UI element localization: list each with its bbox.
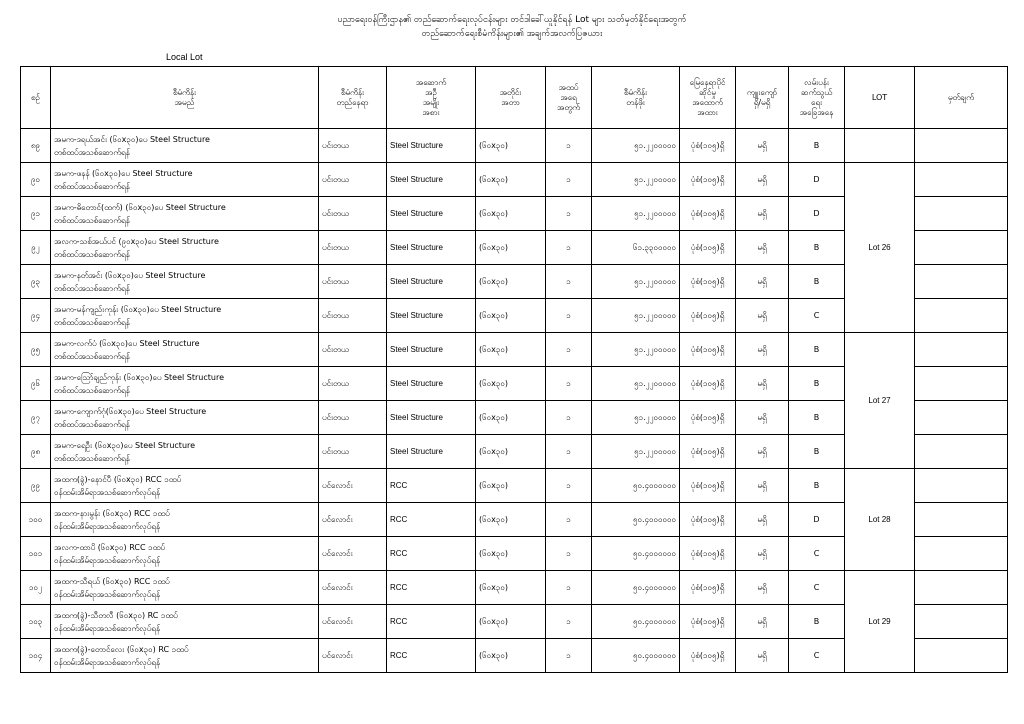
remarks-cell [915, 197, 1008, 231]
project-name [51, 571, 319, 605]
floor-count: ၁ [546, 639, 592, 673]
road-access-grade: B [789, 231, 845, 265]
project-name-line-2: တစ်ထပ်အသစ်ဆောက်ရန် [54, 283, 130, 293]
road-access-grade: B [789, 129, 845, 163]
remarks-cell [915, 163, 1008, 197]
lot-label: Lot 26 [845, 163, 915, 333]
road-access-grade: D [789, 197, 845, 231]
project-name-line-1: အမက-ဓိတောင်(ထက်) (၆၀x၃၀)ပေ Steel Structure [54, 202, 226, 212]
floor-count: ၁ [546, 469, 592, 503]
row-number: ၉၅ [21, 333, 51, 367]
land-ownership: ပုံစံ(၁၀၅)ရှိ [680, 299, 736, 333]
floor-count: ၁ [546, 163, 592, 197]
project-location: ပင်းတယ [319, 197, 387, 231]
dimension: (၆၀x၃၀) [476, 503, 546, 537]
dimension: (၆၀x၃၀) [476, 231, 546, 265]
project-name [51, 231, 319, 265]
road-access-grade: D [789, 503, 845, 537]
road-access-grade: B [789, 469, 845, 503]
dimension: (၆၀x၃၀) [476, 163, 546, 197]
table-header-row [21, 67, 1008, 129]
land-ownership: ပုံစံ(၁၀၅)ရှိ [680, 163, 736, 197]
building-type: Steel Structure [387, 163, 476, 197]
dimension: (၆၀x၃၀) [476, 265, 546, 299]
header-col-lot: LOT [845, 67, 915, 129]
road-access-grade: B [789, 265, 845, 299]
project-name-line-1: အလက-ထာပိ (၆၀x၃၀) RCC ၁ထပ် [54, 542, 165, 552]
encroachment: မရှိ [736, 129, 789, 163]
project-name-line-2: ဝန်ထမ်းအိမ်ရာအသစ်ဆောက်လုပ်ရန် [54, 589, 161, 599]
road-access-grade: B [789, 367, 845, 401]
project-name [51, 503, 319, 537]
row-number: ၉၁ [21, 197, 51, 231]
floor-count: ၁ [546, 231, 592, 265]
encroachment: မရှိ [736, 605, 789, 639]
building-type: Steel Structure [387, 231, 476, 265]
floor-count: ၁ [546, 367, 592, 401]
header-col-encroachment: ကျူးကျော် ရှိ/မရှိ [736, 67, 789, 129]
encroachment: မရှိ [736, 469, 789, 503]
remarks-cell [915, 231, 1008, 265]
row-number: ၁၀၂ [21, 571, 51, 605]
project-name [51, 197, 319, 231]
encroachment: မရှိ [736, 435, 789, 469]
project-value: ၅၁.၂၂၀၀၀၀၀ [592, 333, 680, 367]
floor-count: ၁ [546, 299, 592, 333]
project-location: ပင်းတယ [319, 367, 387, 401]
floor-count: ၁ [546, 537, 592, 571]
dimension: (၆၀x၃၀) [476, 367, 546, 401]
encroachment: မရှိ [736, 197, 789, 231]
floor-count: ၁ [546, 129, 592, 163]
project-name-line-1: အထက(ခွဲ)-သီတလီ (၆၀x၃၀) RC ၁ထပ် [54, 610, 178, 620]
floor-count: ၁ [546, 435, 592, 469]
building-type: RCC [387, 639, 476, 673]
remarks-cell [915, 401, 1008, 435]
building-type: Steel Structure [387, 265, 476, 299]
land-ownership: ပုံစံ(၁၀၅)ရှိ [680, 503, 736, 537]
table-row [21, 163, 1008, 197]
lot-label: Lot 27 [845, 333, 915, 469]
row-number: ၉၉ [21, 469, 51, 503]
project-location: ပင်းတယ [319, 163, 387, 197]
remarks-cell [915, 129, 1008, 163]
project-location: ပင်လောင်း [319, 469, 387, 503]
project-name-line-1: အမက-သြော်ချည်ကုန်း (၆၀x၃၀)ပေ Steel Structure [54, 372, 225, 382]
project-name-line-1: အလက-သစ်အယ်ပင် (၉၀x၃၀)ပေ Steel Structure [54, 236, 219, 246]
project-name [51, 401, 319, 435]
land-ownership: ပုံစံ(၁၀၅)ရှိ [680, 571, 736, 605]
dimension: (၆၀x၃၀) [476, 571, 546, 605]
project-name-line-1: အထက-သီရယ် (၆၀x၃၀) RCC ၁ထပ် [54, 576, 170, 586]
building-type: RCC [387, 605, 476, 639]
header-col-project-value: စီမံကိန်း တန်ဖိုး [592, 67, 680, 129]
encroachment: မရှိ [736, 639, 789, 673]
remarks-cell [915, 435, 1008, 469]
project-name [51, 299, 319, 333]
encroachment: မရှိ [736, 333, 789, 367]
row-number: ၉၂ [21, 231, 51, 265]
encroachment: မရှိ [736, 401, 789, 435]
project-name-line-2: တစ်ထပ်အသစ်ဆောက်ရန် [54, 419, 130, 429]
row-number: ၁၀၀ [21, 503, 51, 537]
land-ownership: ပုံစံ(၁၀၅)ရှိ [680, 469, 736, 503]
project-name [51, 333, 319, 367]
building-type: Steel Structure [387, 401, 476, 435]
road-access-grade: C [789, 537, 845, 571]
project-name [51, 163, 319, 197]
project-name-line-2: တစ်ထပ်အသစ်ဆောက်ရန် [54, 351, 130, 361]
project-name-line-2: တစ်ထပ်အသစ်ဆောက်ရန် [54, 385, 130, 395]
project-value: ၅၀.၄၀၀၀၀၀၀ [592, 571, 680, 605]
land-ownership: ပုံစံ(၁၀၅)ရှိ [680, 129, 736, 163]
local-lot-label: Local Lot [166, 52, 203, 62]
building-type: Steel Structure [387, 299, 476, 333]
project-name [51, 265, 319, 299]
floor-count: ၁ [546, 605, 592, 639]
project-value: ၅၁.၂၂၀၀၀၀၀ [592, 129, 680, 163]
document-title-line-2: တည်ဆောက်ရေးစီမံကိန်းများ၏ အချက်အလက်ပြဇယား [421, 29, 603, 39]
building-type: Steel Structure [387, 197, 476, 231]
header-col-location: စီမံကိန်း တည်နေရာ [319, 67, 387, 129]
project-name-line-2: ဝန်ထမ်းအိမ်ရာအသစ်ဆောက်လုပ်ရန် [54, 623, 161, 633]
table-row [21, 333, 1008, 367]
project-name [51, 469, 319, 503]
project-name [51, 129, 319, 163]
project-location: ပင်းတယ [319, 333, 387, 367]
encroachment: မရှိ [736, 537, 789, 571]
land-ownership: ပုံစံ(၁၀၅)ရှိ [680, 435, 736, 469]
land-ownership: ပုံစံ(၁၀၅)ရှိ [680, 231, 736, 265]
building-type: RCC [387, 571, 476, 605]
project-name [51, 639, 319, 673]
project-name-line-2: တစ်ထပ်အသစ်ဆောက်ရန် [54, 317, 130, 327]
encroachment: မရှိ [736, 299, 789, 333]
project-name-line-2: ဝန်ထမ်းအိမ်ရာအသစ်ဆောက်လုပ်ရန် [54, 521, 161, 531]
project-name-line-2: တစ်ထပ်အသစ်ဆောက်ရန် [54, 215, 130, 225]
table-row [21, 129, 1008, 163]
header-col-dimension: အတိုင်း အတာ [476, 67, 546, 129]
project-name [51, 605, 319, 639]
project-value: ၅၁.၂၂၀၀၀၀၀ [592, 367, 680, 401]
project-table [20, 66, 1008, 673]
project-name-line-2: ဝန်ထမ်းအိမ်ရာအသစ်ဆောက်လုပ်ရန် [54, 555, 161, 565]
building-type: RCC [387, 469, 476, 503]
land-ownership: ပုံစံ(၁၀၅)ရှိ [680, 605, 736, 639]
road-access-grade: B [789, 401, 845, 435]
remarks-cell [915, 639, 1008, 673]
project-value: ၅၁.၂၂၀၀၀၀၀ [592, 265, 680, 299]
row-number: ၉၆ [21, 367, 51, 401]
encroachment: မရှိ [736, 231, 789, 265]
row-number: ၉၇ [21, 401, 51, 435]
project-name-line-1: အမက-နတ်အင်း (၆၀x၃၀)ပေ Steel Structure [54, 270, 206, 280]
building-type: Steel Structure [387, 129, 476, 163]
road-access-grade: C [789, 639, 845, 673]
project-location: ပင်လောင်း [319, 503, 387, 537]
dimension: (၆၀x၃၀) [476, 333, 546, 367]
project-location: ပင်းတယ [319, 435, 387, 469]
project-name-line-1: အထက(ခွဲ)-နောင်ပီ (၆၀x၃၀) RCC ၁ထပ် [54, 474, 182, 484]
project-value: ၅၀.၄၀၀၀၀၀၀ [592, 537, 680, 571]
encroachment: မရှိ [736, 367, 789, 401]
project-name-line-1: အမက-ကျောက်ဂုံ(၆၀x၃၀)ပေ Steel Structure [54, 406, 207, 416]
row-number: ၁၀၄ [21, 639, 51, 673]
remarks-cell [915, 571, 1008, 605]
project-value: ၅၀.၄၀၀၀၀၀၀ [592, 469, 680, 503]
dimension: (၆၀x၃၀) [476, 197, 546, 231]
project-location: ပင်းတယ [319, 129, 387, 163]
table-row [21, 469, 1008, 503]
dimension: (၆၀x၃၀) [476, 639, 546, 673]
land-ownership: ပုံစံ(၁၀၅)ရှိ [680, 537, 736, 571]
land-ownership: ပုံစံ(၁၀၅)ရှိ [680, 401, 736, 435]
land-ownership: ပုံစံ(၁၀၅)ရှိ [680, 639, 736, 673]
building-type: RCC [387, 537, 476, 571]
project-name [51, 367, 319, 401]
row-number: ၁၀၁ [21, 537, 51, 571]
project-value: ၆၁.၃၃၀၀၀၀၀ [592, 231, 680, 265]
project-location: ပင်းတယ [319, 401, 387, 435]
header-col-land-ownership: မြေနေရာပိုင် ဆိုင်မှု အထောက် အထား [680, 67, 736, 129]
road-access-grade: C [789, 571, 845, 605]
dimension: (၆၀x၃၀) [476, 129, 546, 163]
encroachment: မရှိ [736, 163, 789, 197]
building-type: Steel Structure [387, 333, 476, 367]
remarks-cell [915, 605, 1008, 639]
header-col-remarks: မှတ်ချက် [915, 67, 1008, 129]
land-ownership: ပုံစံ(၁၀၅)ရှိ [680, 367, 736, 401]
project-value: ၅၁.၂၂၀၀၀၀၀ [592, 435, 680, 469]
project-location: ပင်လောင်း [319, 537, 387, 571]
remarks-cell [915, 503, 1008, 537]
project-name-line-2: တစ်ထပ်အသစ်ဆောက်ရန် [54, 181, 130, 191]
project-name-line-2: တစ်ထပ်အသစ်ဆောက်ရန် [54, 453, 130, 463]
building-type: Steel Structure [387, 435, 476, 469]
project-name-line-2: ဝန်ထမ်းအိမ်ရာအသစ်ဆောက်လုပ်ရန် [54, 487, 161, 497]
project-name-line-1: အမက-လက်ပံ (၆၀x၃၀)ပေ Steel Structure [54, 338, 200, 348]
project-value: ၅၁.၂၂၀၀၀၀၀ [592, 197, 680, 231]
land-ownership: ပုံစံ(၁၀၅)ရှိ [680, 197, 736, 231]
project-name-line-1: အမက-ရေဦး (၆၀x၃၀)ပေ Steel Structure [54, 440, 196, 450]
remarks-cell [915, 299, 1008, 333]
road-access-grade: C [789, 299, 845, 333]
floor-count: ၁ [546, 401, 592, 435]
encroachment: မရှိ [736, 265, 789, 299]
project-name-line-2: တစ်ထပ်အသစ်ဆောက်ရန် [54, 147, 130, 157]
encroachment: မရှိ [736, 503, 789, 537]
header-col-number: စဉ် [21, 67, 51, 129]
document-title-line-1: ပညာရေးဝန်ကြီးဌာန၏ တည်ဆောက်ရေးလုပ်ငန်းများ တင်ဒါခေါ်ယူနိုင်ရန် Lot များ သတ်မှတ်နိုင်ရေးအတွက် [337, 15, 687, 25]
road-access-grade: B [789, 333, 845, 367]
row-number: ၉၄ [21, 299, 51, 333]
remarks-cell [915, 469, 1008, 503]
project-name-line-1: အမက-မန်ကျည်းကုန်း (၆၀x၃၀)ပေ Steel Structure [54, 304, 222, 314]
table-body [21, 129, 1008, 673]
project-name-line-1: အထက-နားမွန်း (၆၀x၃၀) RCC ၁ထပ် [54, 508, 170, 518]
table-row [21, 571, 1008, 605]
floor-count: ၁ [546, 571, 592, 605]
lot-label: Lot 29 [845, 571, 915, 673]
header-col-building-type: အဆောက် အဦ အမျိုး အစား [387, 67, 476, 129]
dimension: (၆၀x၃၀) [476, 401, 546, 435]
floor-count: ၁ [546, 265, 592, 299]
project-value: ၅၁.၂၂၀၀၀၀၀ [592, 401, 680, 435]
project-location: ပင်လောင်း [319, 571, 387, 605]
project-value: ၅၁.၂၂၀၀၀၀၀ [592, 163, 680, 197]
project-value: ၅၀.၄၀၀၀၀၀၀ [592, 605, 680, 639]
building-type: RCC [387, 503, 476, 537]
project-location: ပင်လောင်း [319, 605, 387, 639]
building-type: Steel Structure [387, 367, 476, 401]
floor-count: ၁ [546, 333, 592, 367]
project-value: ၅၀.၄၀၀၀၀၀၀ [592, 639, 680, 673]
row-number: ၉၈ [21, 435, 51, 469]
remarks-cell [915, 333, 1008, 367]
header-col-floors: အထပ် အရေ အတွက် [546, 67, 592, 129]
project-location: ပင်းတယ [319, 231, 387, 265]
road-access-grade: B [789, 605, 845, 639]
land-ownership: ပုံစံ(၁၀၅)ရှိ [680, 265, 736, 299]
project-name-line-2: တစ်ထပ်အသစ်ဆောက်ရန် [54, 249, 130, 259]
dimension: (၆၀x၃၀) [476, 299, 546, 333]
project-location: ပင်းတယ [319, 299, 387, 333]
header-col-road-access: လမ်းပန်း ဆက်သွယ် ရေး အခြေအနေ [789, 67, 845, 129]
remarks-cell [915, 265, 1008, 299]
remarks-cell [915, 367, 1008, 401]
floor-count: ၁ [546, 503, 592, 537]
project-name-line-2: ဝန်ထမ်းအိမ်ရာအသစ်ဆောက်လုပ်ရန် [54, 657, 161, 667]
header-col-project-name: စီမံကိန်း အမည် [51, 67, 319, 129]
remarks-cell [915, 537, 1008, 571]
road-access-grade: D [789, 163, 845, 197]
dimension: (၆၀x၃၀) [476, 435, 546, 469]
dimension: (၆၀x၃၀) [476, 537, 546, 571]
lot-label: Lot 28 [845, 469, 915, 571]
project-name-line-1: အမက-ဖနန် (၆၀x၃၀)ပေ Steel Structure [54, 168, 193, 178]
dimension: (၆၀x၃၀) [476, 605, 546, 639]
land-ownership: ပုံစံ(၁၀၅)ရှိ [680, 333, 736, 367]
project-value: ၅၀.၄၀၀၀၀၀၀ [592, 503, 680, 537]
row-number: ၉၀ [21, 163, 51, 197]
project-name-line-1: အထက(ခွဲ)-တောင်လေး (၆၀x၃၀) RC ၁ထပ် [54, 644, 189, 654]
project-name [51, 537, 319, 571]
row-number: ၁၀၃ [21, 605, 51, 639]
project-name [51, 435, 319, 469]
row-number: ၉၃ [21, 265, 51, 299]
project-name-line-1: အမက-ဒရယ်အင်း (၆၀x၃၀)ပေ Steel Structure [54, 134, 210, 144]
road-access-grade: B [789, 435, 845, 469]
project-location: ပင်လောင်း [319, 639, 387, 673]
dimension: (၆၀x၃၀) [476, 469, 546, 503]
floor-count: ၁ [546, 197, 592, 231]
row-number: ၈၉ [21, 129, 51, 163]
lot-label [845, 129, 915, 163]
encroachment: မရှိ [736, 571, 789, 605]
project-value: ၅၁.၂၂၀၀၀၀၀ [592, 299, 680, 333]
project-location: ပင်းတယ [319, 265, 387, 299]
